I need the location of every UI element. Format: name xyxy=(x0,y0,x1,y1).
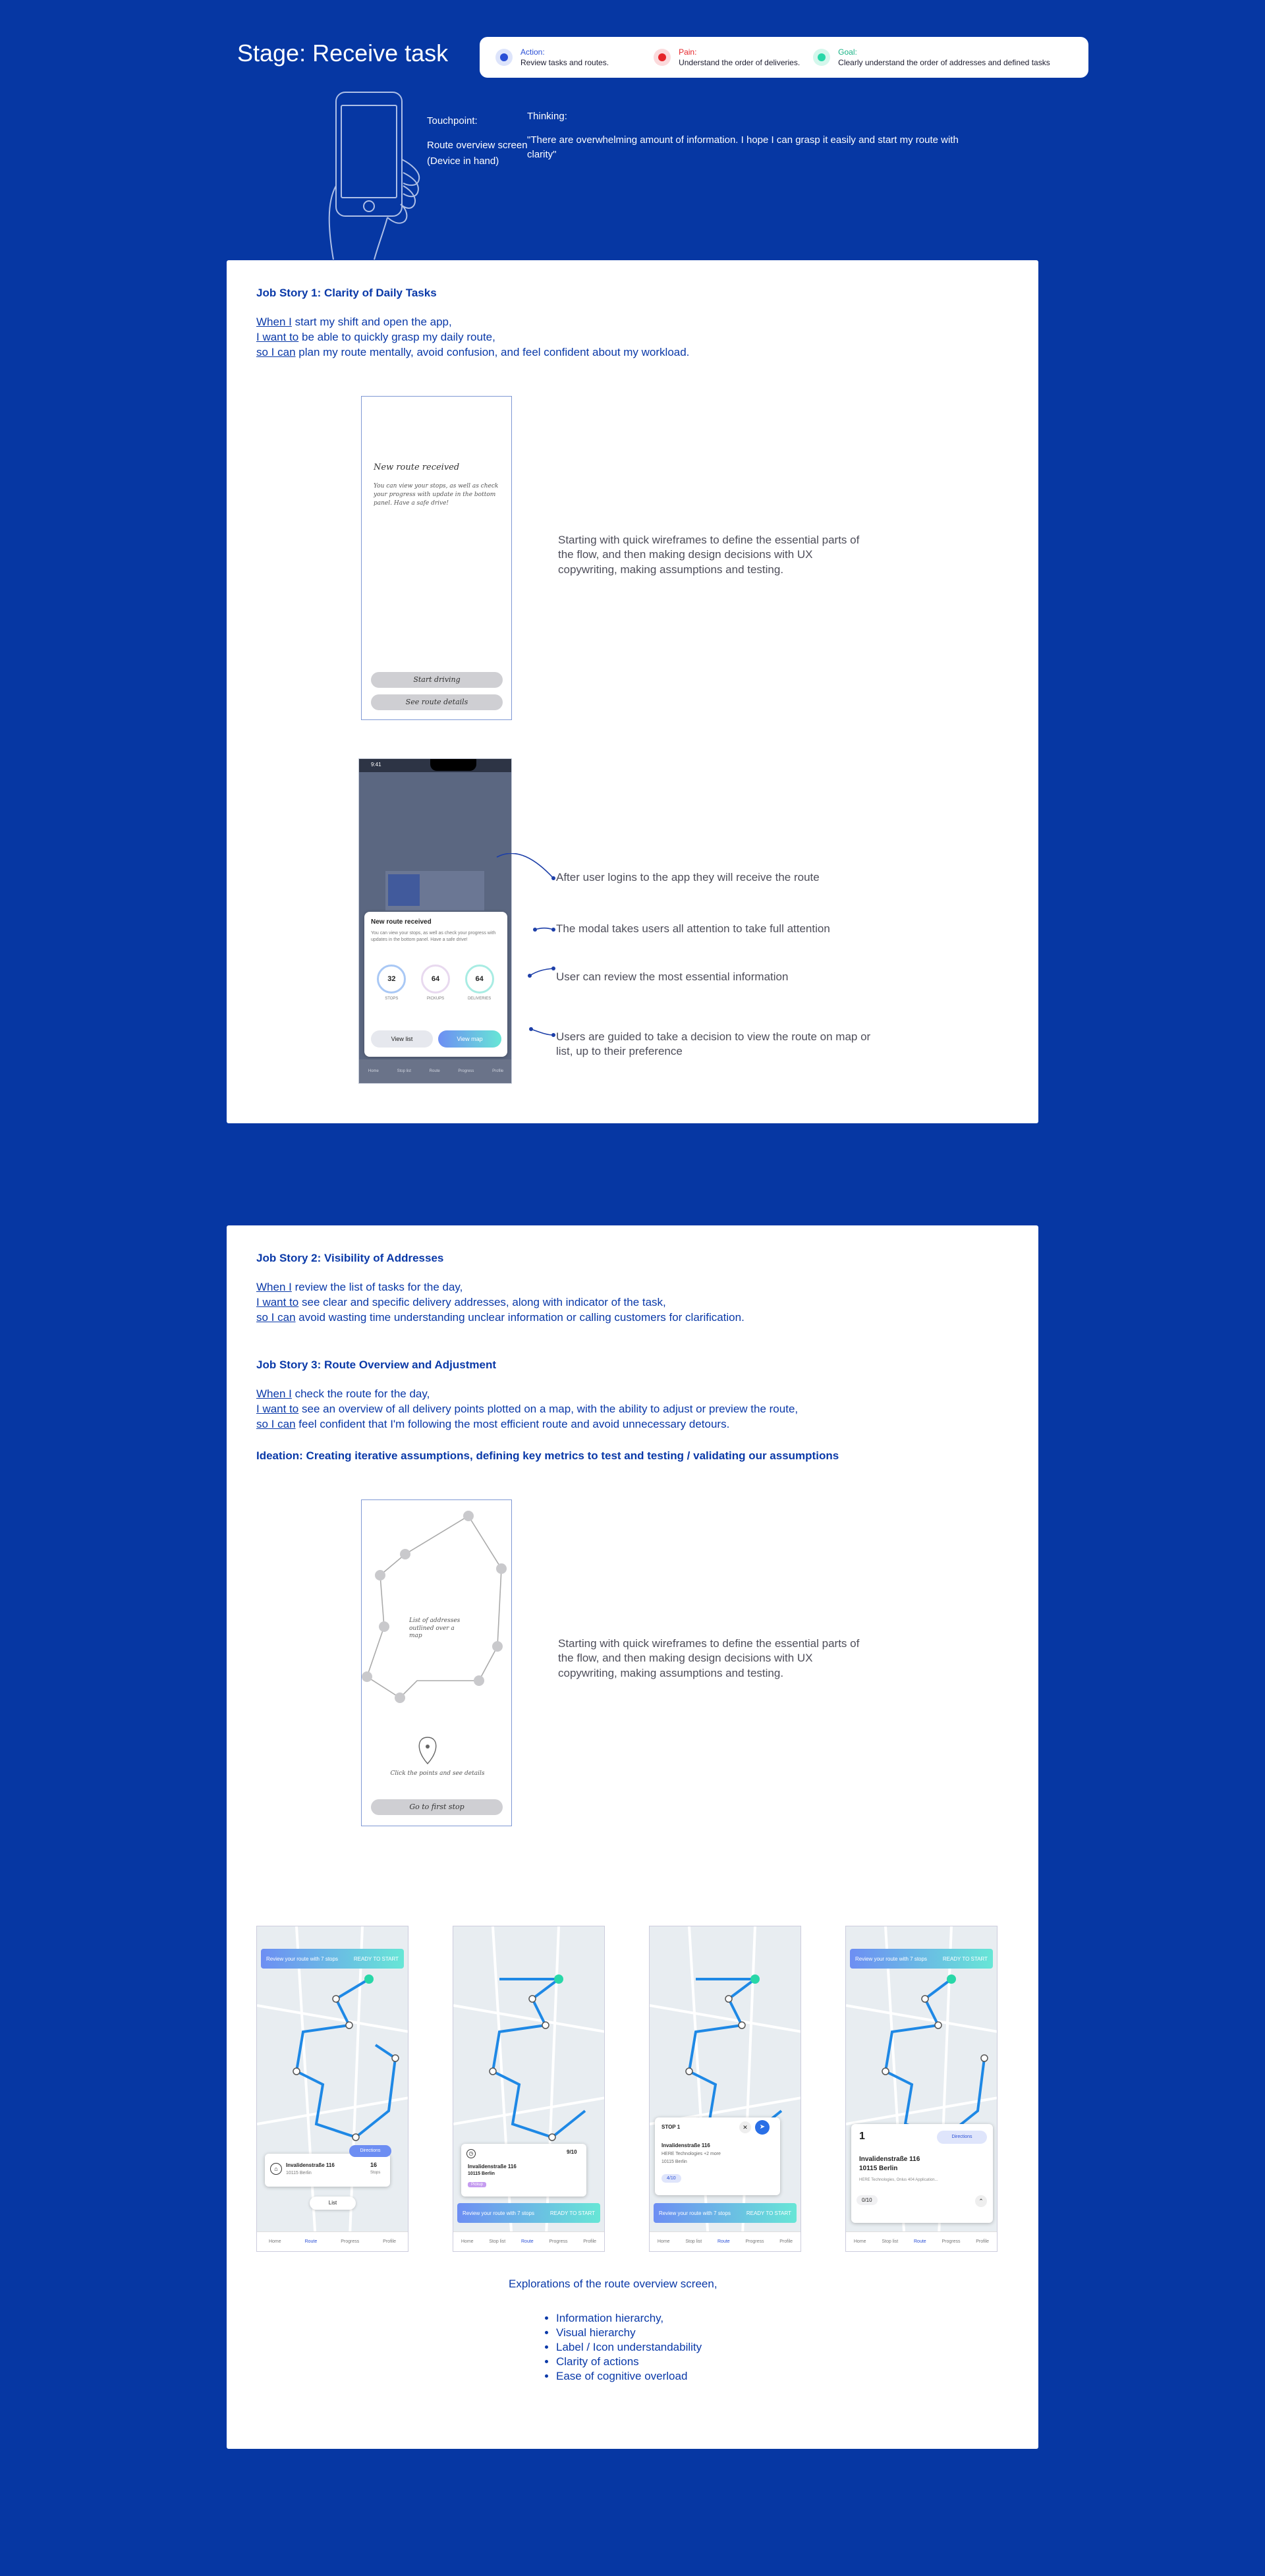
list-item: • Clarity of actions xyxy=(556,2355,702,2369)
so-keyword: so I can xyxy=(256,1417,296,1430)
tab-route[interactable]: Route xyxy=(914,2239,926,2244)
stat-label: STOPS xyxy=(385,997,399,1001)
list-item: • Label / Icon understandability xyxy=(556,2340,702,2355)
tab-home[interactable]: Home xyxy=(657,2239,670,2244)
legend-action-text: Review tasks and routes. xyxy=(520,58,609,67)
stops-count-label: Stops xyxy=(370,2171,381,2175)
tab-home[interactable]: Home xyxy=(461,2239,474,2244)
wireframe-pin-text: Click the points and see details xyxy=(390,1770,485,1777)
when-keyword: When I xyxy=(256,316,292,328)
directions-button[interactable]: Directions xyxy=(937,2131,987,2144)
annotation-3: User can review the most essential information xyxy=(556,970,789,983)
directions-button[interactable]: Directions xyxy=(349,2145,391,2157)
so-text: feel confident that I'm following the most efficient route and avoid unnecessary detours. xyxy=(295,1417,730,1430)
tab-progress[interactable]: Progress xyxy=(549,2239,568,2244)
job-story-2-title: Job Story 2: Visibility of Addresses xyxy=(256,1252,444,1264)
wireframe-note-2: Starting with quick wireframes to define the essential parts of the flow, and then making design decisions with UX copywriting, making assumptions and testing. xyxy=(558,1637,860,1679)
wireframe-new-route xyxy=(361,396,512,720)
list-item: • Information hierarchy, xyxy=(556,2311,702,2326)
tab-home[interactable]: Home xyxy=(853,2239,866,2244)
want-keyword: I want to xyxy=(256,1402,299,1415)
want-keyword: I want to xyxy=(256,1295,299,1308)
legend-goal xyxy=(813,47,1050,68)
ready-to-start-button[interactable]: READY TO START xyxy=(353,1955,399,1962)
stop-company: HERE Technologies +2 more xyxy=(661,2152,721,2156)
want-keyword: I want to xyxy=(256,330,299,343)
stop-card[interactable] xyxy=(265,2154,390,2187)
stop-progress: 9/10 xyxy=(567,2149,577,2155)
list-item: • Visual hierarchy xyxy=(556,2326,702,2340)
progress-chip: 4/10 xyxy=(661,2174,681,2183)
close-icon[interactable]: ✕ xyxy=(739,2121,751,2133)
wireframe-map xyxy=(361,1499,512,1826)
tab-progress[interactable]: Progress xyxy=(341,2239,360,2244)
want-text: see an overview of all delivery points plotted on a map, with the ability to adjust or preview the route, xyxy=(298,1402,799,1415)
legend-pain-text: Understand the order of deliveries. xyxy=(679,58,801,67)
route-screen-2 xyxy=(453,1926,605,2252)
tab-bar xyxy=(257,2231,408,2251)
stop-address: Invalidenstraße 116 xyxy=(661,2142,710,2148)
annotation-1: After user logins to the app they will receive the route xyxy=(556,871,820,883)
job-story-1-card xyxy=(227,260,1038,1123)
tab-stop-list[interactable]: Stop list xyxy=(882,2239,899,2244)
legend-action xyxy=(495,47,609,68)
stop-address: Invalidenstraße 116 xyxy=(859,2156,920,2163)
legend-pain-kind: Pain: xyxy=(679,47,697,57)
thinking-label: Thinking: xyxy=(527,111,567,122)
new-route-mockup xyxy=(358,758,512,1084)
tab-route[interactable]: Route xyxy=(717,2239,730,2244)
tab-stop-list[interactable]: Stop list xyxy=(685,2239,702,2244)
stat-value: 64 xyxy=(421,965,450,994)
wireframe-note: Starting with quick wireframes to define the essential parts of the flow, and then making design decisions with UX copywriting, making assumptions and testing. xyxy=(558,534,860,576)
mockup-tab-bar xyxy=(359,1059,512,1083)
tab-route[interactable]: Route xyxy=(521,2239,534,2244)
stop-detail-card[interactable] xyxy=(655,2117,780,2195)
tab-profile[interactable]: Profile xyxy=(779,2239,793,2244)
wireframe-start-driving-button[interactable]: Start driving xyxy=(371,672,503,688)
modal-body: You can view your stops, as well as check your progress with updates in the bottom panel. Have a safe drive! xyxy=(371,931,496,942)
pain-dot-icon xyxy=(654,49,671,66)
tab-home[interactable]: Home xyxy=(268,2239,281,2244)
navigate-icon[interactable]: ➤ xyxy=(755,2120,770,2135)
so-keyword: so I can xyxy=(256,1310,296,1324)
stop-sheet[interactable] xyxy=(851,2124,993,2223)
ready-to-start-button[interactable]: READY TO START xyxy=(942,1955,988,1962)
wireframe-map-text: List of addresses outlined over a map xyxy=(409,1617,461,1640)
touchpoint-value-2: (Device in hand) xyxy=(427,155,499,167)
job-story-3-title: Job Story 3: Route Overview and Adjustment xyxy=(256,1358,496,1371)
job-story-3-text xyxy=(256,1387,798,1432)
home-icon: ⌂ xyxy=(270,2163,282,2175)
stop-city: 10115 Berlin xyxy=(468,2171,495,2176)
legend-pain xyxy=(654,47,800,68)
stop-city: 10115 Berlin xyxy=(286,2171,312,2175)
job-story-1-title: Job Story 1: Clarity of Daily Tasks xyxy=(256,287,437,299)
when-keyword: When I xyxy=(256,1281,292,1293)
stop-card[interactable] xyxy=(461,2144,586,2197)
tab-route[interactable]: Route xyxy=(304,2239,318,2244)
touchpoint-label: Touchpoint: xyxy=(427,115,478,126)
wireframe-title: New route received xyxy=(374,462,460,472)
stops-count: 16 xyxy=(370,2162,378,2168)
ready-to-start-button[interactable]: READY TO START xyxy=(549,2210,595,2216)
thinking-quote: "There are overwhelming amount of information. I hope I can grasp it easily and start my route with clarity" xyxy=(527,134,959,160)
legend-goal-text: Clearly understand the order of addresses and defined tasks xyxy=(838,58,1050,67)
new-route-modal xyxy=(364,912,507,1057)
thinking xyxy=(527,109,962,161)
tab-profile[interactable]: Profile xyxy=(976,2239,990,2244)
modal-stats xyxy=(370,965,501,1001)
stat-stops xyxy=(377,965,406,1001)
ready-to-start-button[interactable]: READY TO START xyxy=(746,2210,791,2216)
notch xyxy=(430,759,476,771)
when-keyword: When I xyxy=(256,1387,292,1400)
route-screen-1 xyxy=(256,1926,408,2252)
when-text: check the route for the day, xyxy=(291,1387,430,1400)
banner-text: Review your route with 7 stops xyxy=(266,1955,338,1962)
stop-city: 10115 Berlin xyxy=(661,2160,687,2164)
stat-value: 64 xyxy=(465,965,494,994)
view-map-button[interactable]: View map xyxy=(438,1030,501,1048)
job-story-2-text xyxy=(256,1280,745,1326)
stop-city: 10115 Berlin xyxy=(859,2165,898,2172)
tab-stop-list[interactable]: Stop list xyxy=(397,1069,411,1073)
stop-address: Invalidenstraße 116 xyxy=(468,2164,517,2170)
want-text: see clear and specific delivery addresses, along with indicator of the task, xyxy=(298,1295,666,1308)
goal-dot-icon xyxy=(813,49,830,66)
stop-number: 1 xyxy=(859,2131,865,2142)
when-text: start my shift and open the app, xyxy=(291,316,452,328)
modal-title: New route received xyxy=(371,918,432,926)
tab-progress[interactable]: Progress xyxy=(745,2239,764,2244)
stat-pickups xyxy=(421,965,450,1001)
explorations-list xyxy=(542,2311,702,2384)
annotation-4: Users are guided to take a decision to view the route on map or list, up to their preference xyxy=(556,1030,871,1058)
view-list-button[interactable]: View list xyxy=(371,1030,433,1048)
route-sketch xyxy=(362,1500,513,1827)
explorations-title: Explorations of the route overview screen, xyxy=(509,2278,717,2290)
wireframe-route-details-button[interactable]: See route details xyxy=(371,694,503,710)
so-text: plan my route mentally, avoid confusion, and feel confident about my workload. xyxy=(295,345,690,358)
legend-goal-kind: Goal: xyxy=(838,47,857,57)
stat-value: 32 xyxy=(377,965,406,994)
wireframe-first-stop-button[interactable]: Go to first stop xyxy=(371,1799,503,1815)
legend-action-kind: Action: xyxy=(520,47,545,57)
stage-title: Stage: Receive task xyxy=(237,40,449,67)
stop-number: STOP 1 xyxy=(661,2124,681,2130)
want-text: be able to quickly grasp my daily route, xyxy=(298,330,495,343)
tab-profile[interactable]: Profile xyxy=(492,1069,504,1073)
hand-phone-illustration xyxy=(322,87,435,262)
stop-address: Invalidenstraße 116 xyxy=(286,2162,335,2168)
job-story-2-3-card xyxy=(227,1225,1038,2449)
tab-progress[interactable]: Progress xyxy=(942,2239,961,2244)
banner-text: Review your route with 7 stops xyxy=(855,1955,927,1962)
tab-bar xyxy=(650,2231,801,2251)
so-keyword: so I can xyxy=(256,345,296,358)
annotation-connectors xyxy=(490,853,563,1051)
route-screen-4 xyxy=(845,1926,998,2252)
action-dot-icon xyxy=(495,49,513,66)
progress-chip: 0/10 xyxy=(857,2195,878,2205)
tab-progress[interactable]: Progress xyxy=(458,1069,474,1073)
clock-icon: ◷ xyxy=(466,2149,476,2158)
truck-illustration xyxy=(388,874,420,906)
banner-text: Review your route with 7 stops xyxy=(659,2210,731,2216)
touchpoint-value-1: Route overview screen xyxy=(427,140,528,152)
stat-label: PICKUPS xyxy=(426,997,445,1001)
wireframe-body: You can view your stops, as well as check your progress with update in the bottom panel. Have a safe drive! xyxy=(374,483,499,507)
tab-route[interactable]: Route xyxy=(429,1069,440,1073)
job-story-1-text xyxy=(256,315,689,360)
legend xyxy=(480,37,1088,78)
list-toggle-button[interactable]: List xyxy=(310,2197,356,2210)
tab-profile[interactable]: Profile xyxy=(583,2239,597,2244)
touchpoint xyxy=(427,113,528,169)
tab-stop-list[interactable]: Stop list xyxy=(489,2239,506,2244)
tab-home[interactable]: Home xyxy=(368,1069,379,1073)
list-item: • Ease of cognitive overload xyxy=(556,2369,702,2384)
banner-text: Review your route with 7 stops xyxy=(463,2210,534,2216)
so-text: avoid wasting time understanding unclear information or calling customers for clarification. xyxy=(295,1310,745,1324)
annotation-2: The modal takes users all attention to take full attention xyxy=(556,922,830,935)
tab-bar xyxy=(846,2231,997,2251)
stat-label: DELIVERIES xyxy=(467,997,492,1001)
chevron-up-icon[interactable]: ⌃ xyxy=(975,2195,987,2207)
tab-bar xyxy=(453,2231,604,2251)
status-time: 9:41 xyxy=(371,762,381,768)
ideation-title: Ideation: Creating iterative assumptions, defining key metrics to test and testing / validating our assumptions xyxy=(256,1449,839,1462)
stop-company: HERE Technologies, Onlus 404 Application... xyxy=(859,2178,938,2182)
pickup-tag: Pickup xyxy=(468,2182,486,2187)
tab-profile[interactable]: Profile xyxy=(383,2239,397,2244)
when-text: review the list of tasks for the day, xyxy=(291,1281,463,1293)
route-screen-3 xyxy=(649,1926,801,2252)
